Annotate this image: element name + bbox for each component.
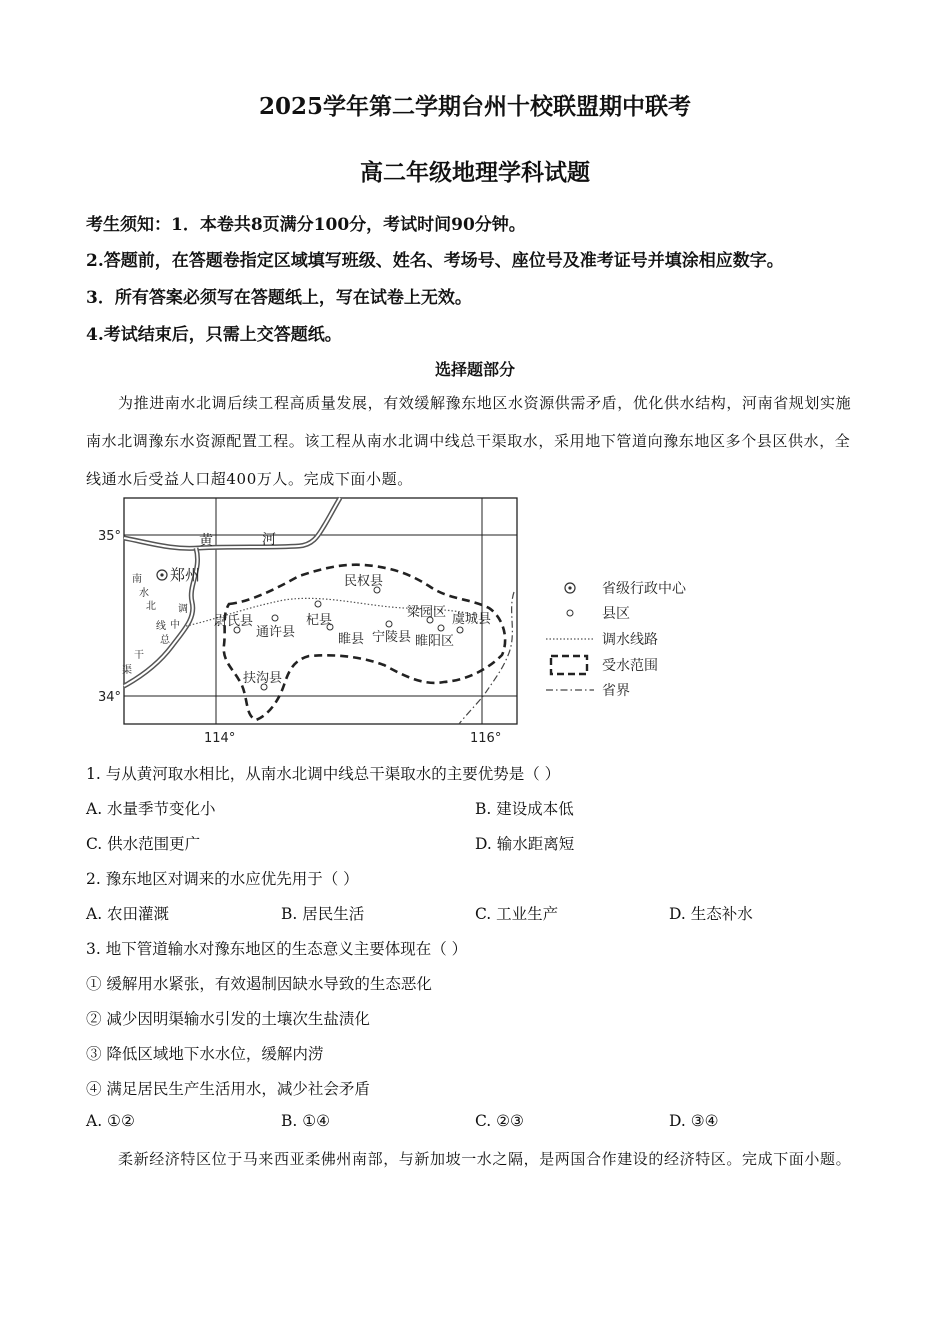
q2-option-a[interactable]: A. 农田灌溉: [86, 905, 170, 923]
question-2-stem: 2. 豫东地区对调来的水应优先用于（ ）: [86, 870, 359, 888]
canal-label: [122, 572, 188, 676]
legend-boundary: 省界: [602, 683, 630, 699]
section-title: 选择题部分: [434, 360, 515, 379]
label-weishi: 尉氏县: [214, 614, 254, 629]
exam-subtitle: 高二年级地理学科试题: [360, 159, 590, 186]
legend-route: 调水线路: [602, 632, 658, 648]
passage-1: 为推进南水北调后续工程高质量发展，有效缓解豫东地区水资源供需矛盾，优化供水结构，河南省规划实施南水北调豫东水资源配置工程。该工程从南水北调中线总干渠取水，采用地下管道向豫东地区多个县区供水，全线通水后受益人口超400万人。完成下面小题。: [86, 394, 852, 488]
notice-line-3: 3．所有答案必须写在答题纸上，写在试卷上无效。: [86, 288, 472, 308]
q3-option-a[interactable]: A. ①②: [86, 1112, 135, 1130]
river-label-2: 河: [262, 532, 276, 548]
q3-option-b[interactable]: B. ①④: [281, 1112, 331, 1130]
qixian-marker: [315, 601, 321, 607]
yellow-river-inner: [124, 498, 340, 548]
q3-statement-4: ④ 满足居民生产生活用水，减少社会矛盾: [86, 1080, 370, 1098]
label-liangyuan: 梁园区: [407, 605, 447, 620]
notice-line-1: 考生须知：1．本卷共8页满分100分，考试时间90分钟。: [86, 215, 526, 235]
q3-statement-3: ③ 降低区域地下水水位，缓解内涝: [86, 1045, 324, 1063]
svg-text:线: 线: [156, 621, 166, 632]
label-minquan: 民权县: [344, 574, 384, 589]
lon-label-116: 116°: [470, 731, 502, 746]
tongxu-marker: [272, 615, 278, 621]
map-legend: [546, 580, 687, 699]
notice-line-4: 4.考试结束后，只需上交答题纸。: [86, 325, 342, 345]
lat-label-34: 34°: [98, 690, 122, 705]
legend-area: 受水范围: [602, 658, 658, 674]
q3-option-c[interactable]: C. ②③: [475, 1112, 524, 1130]
lon-label-114: 114°: [204, 731, 236, 746]
q2-option-d[interactable]: D. 生态补水: [669, 905, 753, 923]
q1-option-a[interactable]: A. 水量季节变化小: [86, 800, 216, 818]
label-ningling: 宁陵县: [372, 630, 412, 645]
suiyang-marker: [438, 625, 444, 631]
q2-option-c[interactable]: C. 工业生产: [475, 905, 559, 923]
q2-option-b[interactable]: B. 居民生活: [281, 905, 365, 923]
q1-option-d[interactable]: D. 输水距离短: [475, 835, 575, 853]
river-label-1: 黄: [199, 533, 213, 549]
legend-county: 县区: [602, 606, 630, 622]
q1-option-b[interactable]: B. 建设成本低: [475, 800, 574, 818]
svg-text:北: 北: [146, 601, 156, 612]
label-suiyang: 睢阳区: [415, 634, 455, 649]
lat-label-35: 35°: [98, 529, 122, 544]
q3-statement-1: ① 缓解用水紧张，有效遏制因缺水导致的生态恶化: [86, 975, 432, 993]
label-tongxu: 通许县: [256, 625, 296, 640]
legend-area-icon: [551, 656, 587, 674]
svg-text:中: 中: [170, 620, 180, 631]
q3-statement-2: ② 减少因明渠输水引发的土壤次生盐渍化: [86, 1010, 370, 1028]
label-zhengzhou: 郑州: [170, 566, 201, 584]
notice-line-2: 2.答题前，在答题卷指定区域填写班级、姓名、考场号、座位号及准考证号并填涂相应数字。: [86, 251, 784, 271]
exam-title: 2025学年第二学期台州十校联盟期中联考: [258, 93, 691, 120]
water-diversion-map: [84, 490, 724, 750]
passage-2: 柔新经济特区位于马来西亚柔佛州南部，与新加坡一水之隔，是两国合作建设的经济特区。完成下面小题。: [118, 1150, 852, 1168]
label-fugou: 扶沟县: [243, 671, 283, 686]
yellow-river: [124, 498, 340, 548]
ningling-marker: [386, 621, 392, 627]
q1-option-c[interactable]: C. 供水范围更广: [86, 835, 201, 853]
q3-option-d[interactable]: D. ③④: [669, 1112, 719, 1130]
svg-text:渠: 渠: [122, 665, 132, 676]
question-1-stem: 1. 与从黄河取水相比，从南水北调中线总干渠取水的主要优势是（ ）: [86, 765, 561, 783]
legend-county-icon: [567, 610, 573, 616]
label-yucheng: 虞城县: [452, 612, 492, 627]
svg-text:干: 干: [134, 650, 144, 661]
legend-capital: 省级行政中心: [602, 581, 686, 597]
svg-text:总: 总: [160, 635, 170, 646]
label-qixian: 杞县: [306, 613, 333, 628]
svg-text:调: 调: [178, 604, 188, 615]
label-suixian: 睢县: [338, 632, 365, 647]
yucheng-marker: [457, 627, 463, 633]
svg-text:水: 水: [139, 588, 149, 599]
question-3-stem: 3. 地下管道输水对豫东地区的生态意义主要体现在（ ）: [86, 940, 468, 958]
svg-text:南: 南: [132, 574, 142, 585]
